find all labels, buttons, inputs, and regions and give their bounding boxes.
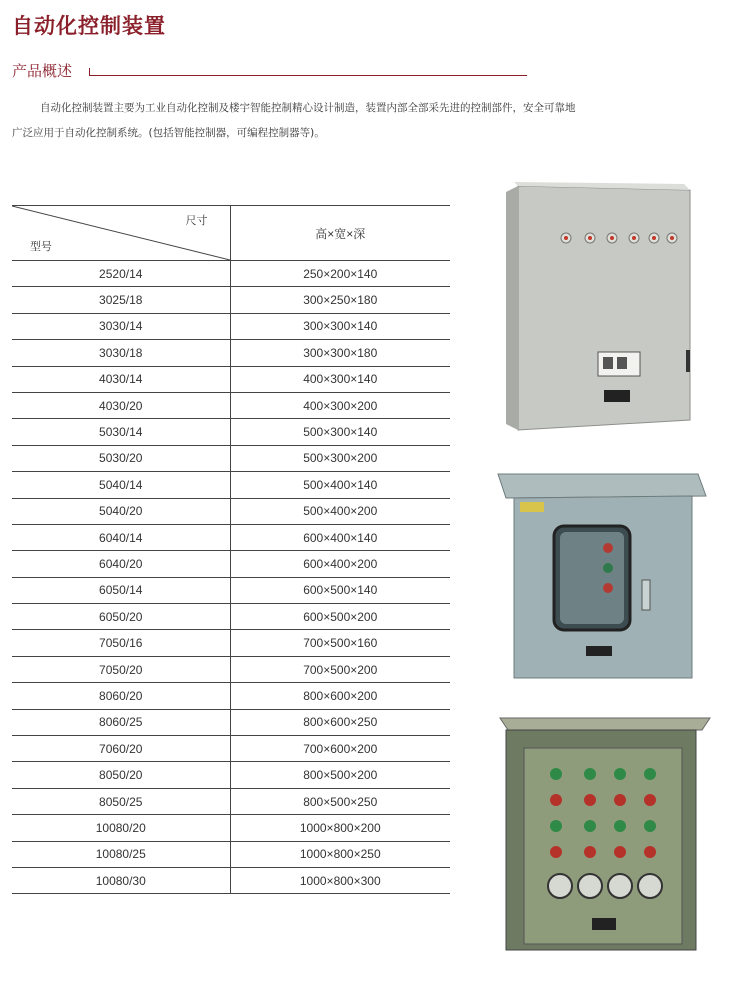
dims-cell: 700×500×160: [230, 630, 450, 656]
dims-cell: 300×250×180: [230, 287, 450, 313]
header-size-label: 尺寸: [185, 215, 208, 227]
model-cell: 4030/14: [12, 366, 230, 392]
table-row: [12, 656, 450, 682]
model-cell: 6040/14: [12, 524, 230, 550]
dims-cell: 1000×800×300: [230, 867, 450, 893]
dims-cell: 500×300×140: [230, 419, 450, 445]
dims-cell: 800×600×250: [230, 709, 450, 735]
section-rule: [89, 75, 527, 76]
table-row: [12, 524, 450, 550]
model-cell: 7060/20: [12, 736, 230, 762]
table-row: [12, 815, 450, 841]
outdoor-cabinet-image: [492, 464, 712, 686]
dims-cell: 800×500×250: [230, 788, 450, 814]
model-cell: 3030/18: [12, 340, 230, 366]
model-cell: 6040/20: [12, 551, 230, 577]
table-row: [12, 472, 450, 498]
table-row: [12, 683, 450, 709]
model-cell: 5040/14: [12, 472, 230, 498]
section-rule-tick: [89, 68, 90, 75]
model-cell: 4030/20: [12, 392, 230, 418]
page-title: 自动化控制装置: [12, 14, 166, 38]
model-cell: 8060/25: [12, 709, 230, 735]
table-row: [12, 709, 450, 735]
table-row: [12, 630, 450, 656]
intro-paragraph: 自动化控制装置主要为工业自动化控制及楼宇智能控制精心设计制造，装置内部全部采先进的控制部件，安全可靠地广泛应用于自动化控制系统。(包括智能控制器，可编程控制器等)。: [12, 102, 576, 139]
table-row: [12, 604, 450, 630]
dims-cell: 300×300×140: [230, 313, 450, 339]
table-row: [12, 261, 450, 287]
table-row: [12, 788, 450, 814]
section-title: 产品概述: [12, 62, 73, 80]
dims-cell: 1000×800×250: [230, 841, 450, 867]
model-cell: 6050/14: [12, 577, 230, 603]
table-row: [12, 445, 450, 471]
control-panel-cabinet-image: [496, 712, 716, 954]
dims-cell: 400×300×200: [230, 392, 450, 418]
header-diagonal-cell: [12, 206, 230, 261]
model-cell: 3025/18: [12, 287, 230, 313]
dims-cell: 250×200×140: [230, 261, 450, 287]
table-body: [12, 261, 450, 894]
table-row: [12, 577, 450, 603]
model-cell: 8050/25: [12, 788, 230, 814]
table-row: [12, 287, 450, 313]
table-row: [12, 498, 450, 524]
dims-cell: 600×400×140: [230, 524, 450, 550]
table-row: [12, 762, 450, 788]
dims-cell: 700×500×200: [230, 656, 450, 682]
model-cell: 10080/25: [12, 841, 230, 867]
model-cell: 3030/14: [12, 313, 230, 339]
dims-cell: 500×400×200: [230, 498, 450, 524]
spec-table: [12, 205, 450, 894]
table-row: [12, 392, 450, 418]
model-cell: 2520/14: [12, 261, 230, 287]
model-cell: 8050/20: [12, 762, 230, 788]
table-row: [12, 551, 450, 577]
table-row: [12, 340, 450, 366]
header-model-label: 型号: [30, 241, 52, 253]
model-cell: 10080/20: [12, 815, 230, 841]
dims-cell: 600×500×200: [230, 604, 450, 630]
table-row: [12, 313, 450, 339]
model-cell: 10080/30: [12, 867, 230, 893]
table-row: [12, 867, 450, 893]
dims-cell: 700×600×200: [230, 736, 450, 762]
model-cell: 7050/20: [12, 656, 230, 682]
dims-cell: 800×500×200: [230, 762, 450, 788]
table-row: [12, 841, 450, 867]
dims-cell: 500×300×200: [230, 445, 450, 471]
model-cell: 7050/16: [12, 630, 230, 656]
model-cell: 5030/20: [12, 445, 230, 471]
table-row: [12, 419, 450, 445]
header-dims: 高×宽×深: [230, 206, 450, 261]
model-cell: 5040/20: [12, 498, 230, 524]
dims-cell: 800×600×200: [230, 683, 450, 709]
table-row: [12, 736, 450, 762]
dims-cell: 1000×800×200: [230, 815, 450, 841]
dims-cell: 600×500×140: [230, 577, 450, 603]
dims-cell: 600×400×200: [230, 551, 450, 577]
table-header-row: [12, 206, 450, 261]
gray-cabinet-image: [500, 180, 710, 432]
table-row: [12, 366, 450, 392]
dims-cell: 500×400×140: [230, 472, 450, 498]
model-cell: 5030/14: [12, 419, 230, 445]
dims-cell: 400×300×140: [230, 366, 450, 392]
model-cell: 6050/20: [12, 604, 230, 630]
model-cell: 8060/20: [12, 683, 230, 709]
dims-cell: 300×300×180: [230, 340, 450, 366]
